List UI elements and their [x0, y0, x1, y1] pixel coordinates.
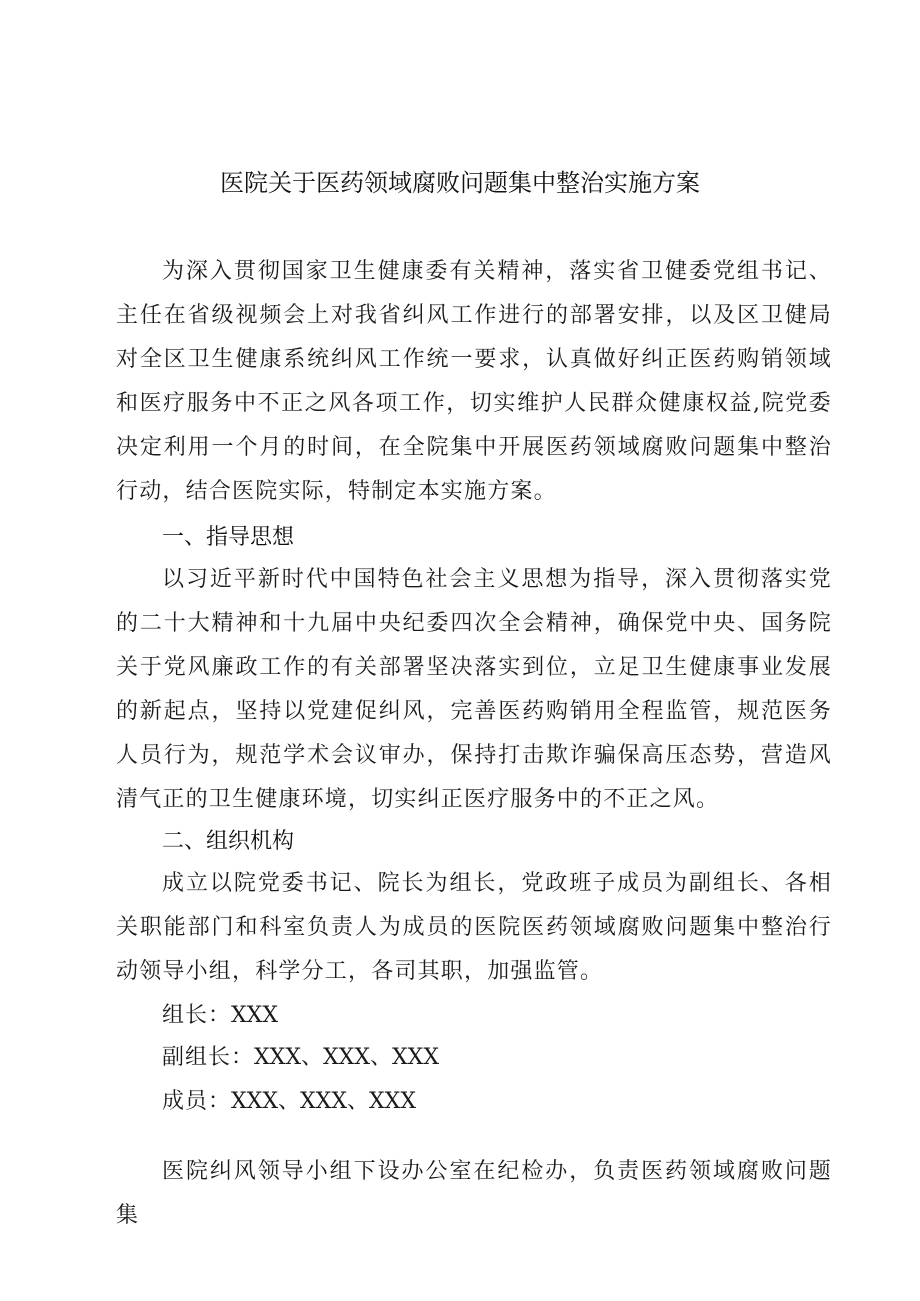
member-label: 副组长：	[162, 1045, 255, 1070]
member-line-deputy-leader	[162, 1038, 439, 1078]
organization-paragraph: 成立以院党委书记、院长为组长，党政班子成员为副组长、各相关职能部门和科室负责人为成员的医院医药领域腐败问题集中整治行动领导小组，科学分工，各司其职，加强监管。	[116, 871, 832, 984]
member-label: 成员：	[162, 1089, 232, 1114]
member-line-leader	[162, 996, 278, 1036]
member-label: 组长：	[162, 1003, 232, 1028]
member-names: XXX、XXX、XXX	[231, 1089, 416, 1114]
member-names: XXX、XXX、XXX	[254, 1045, 439, 1070]
section-heading-guiding-ideology: 一、指导思想	[162, 525, 295, 550]
section-heading-organization: 二、组织机构	[162, 829, 295, 854]
guiding-ideology-paragraph: 以习近平新时代中国特色社会主义思想为指导，深入贯彻落实党的二十大精神和十九届中央纪委四次全会精神，确保党中央、国务院关于党风廉政工作的有关部署坚决落实到位，立足卫生健康事业发展的新起点，坚持以党建促纠风，完善医药购销用全程监管，规范医务人员行为，规范学术会议审办，保持打击欺诈骗保高压态势，营造风清气正的卫生健康环境，切实纠正医疗服务中的不正之风。	[116, 567, 832, 812]
document-title: 医院关于医药领域腐败问题集中整治实施方案	[220, 169, 700, 197]
member-names: XXX	[231, 1003, 279, 1028]
member-line-members	[162, 1082, 416, 1122]
office-paragraph: 医院纠风领导小组下设办公室在纪检办，负责医药领域腐败问题集	[116, 1159, 832, 1228]
intro-paragraph: 为深入贯彻国家卫生健康委有关精神，落实省卫健委党组书记、主任在省级视频会上对我省纠风工作进行的部署安排，以及区卫健局对全区卫生健康系统纠风工作统一要求，认真做好纠正医药购销领域和医疗服务中不正之风各项工作，切实维护人民群众健康权益,院党委决定利用一个月的时间，在全院集中开展医药领域腐败问题集中整治行动，结合医院实际，特制定本实施方案。	[116, 259, 832, 504]
